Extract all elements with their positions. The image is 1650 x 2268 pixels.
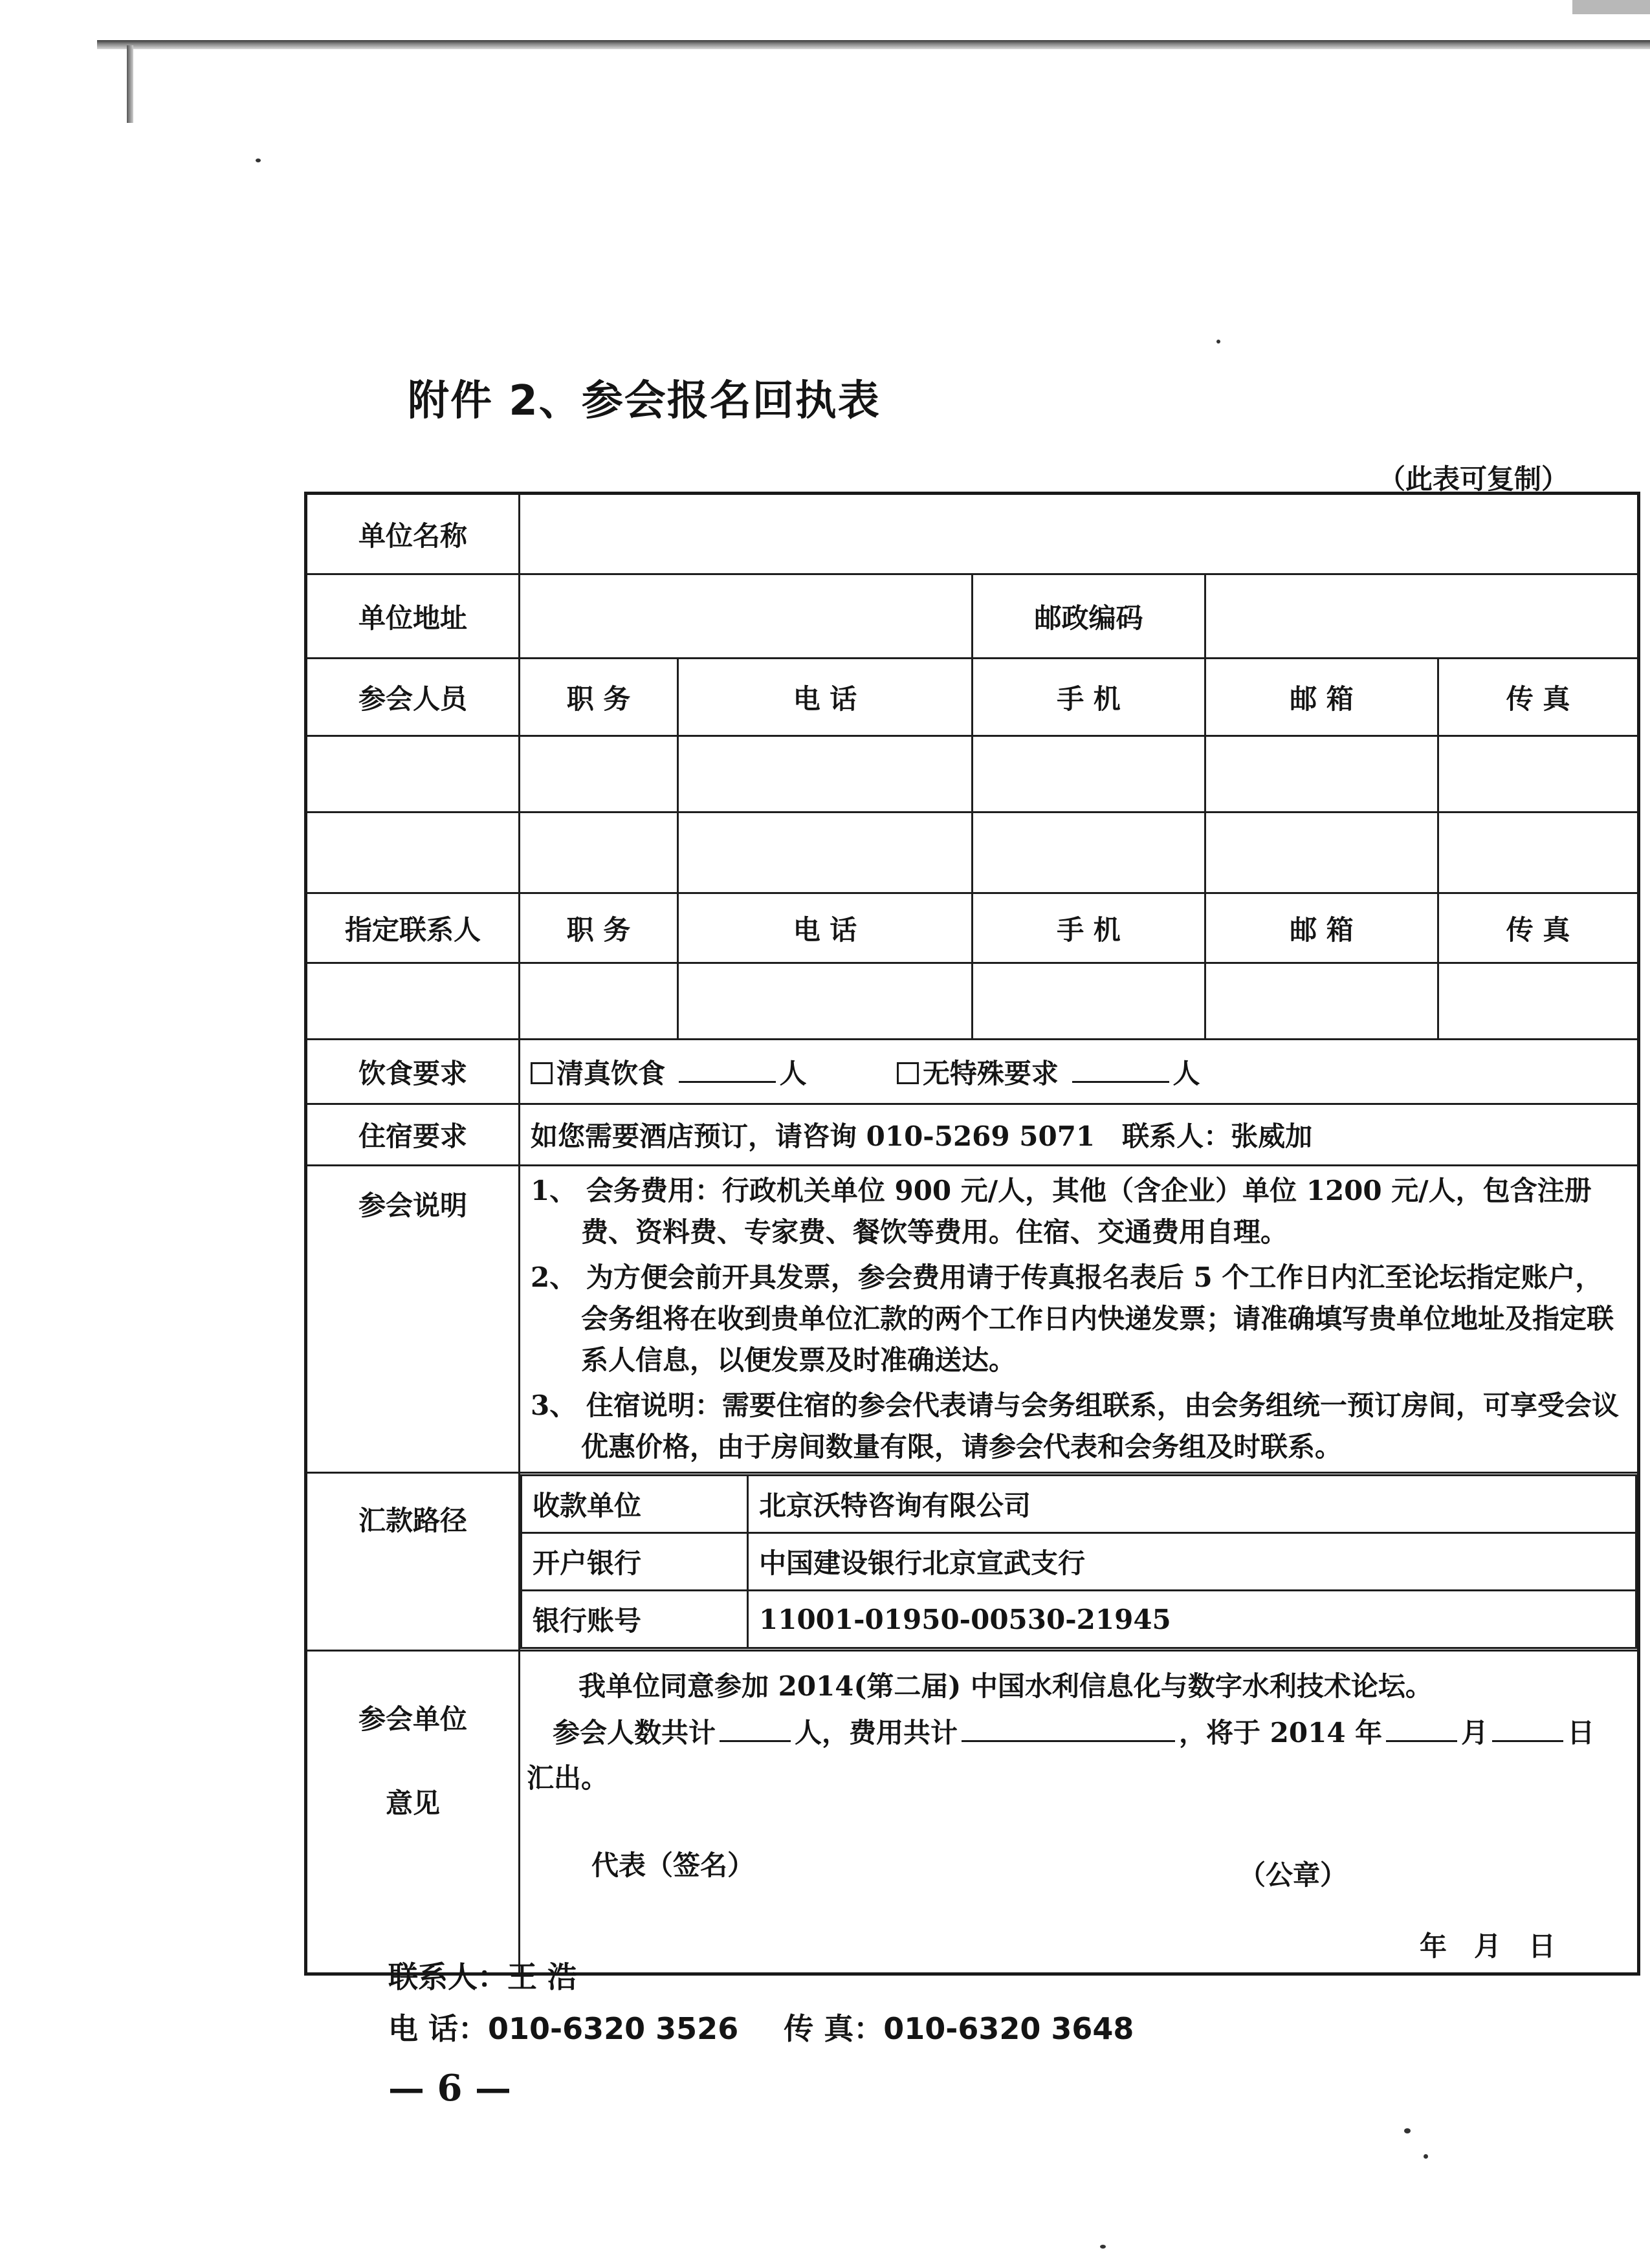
lodging-label: 住宿要求 — [306, 1104, 520, 1166]
attendee-fax-cell[interactable] — [1438, 736, 1639, 812]
headcount-text: 参会人数共计 — [553, 1717, 716, 1749]
contact-person-label: 指定联系人 — [306, 893, 520, 963]
opinion-label — [306, 1651, 520, 1974]
halal-checkbox[interactable] — [531, 1062, 553, 1084]
footer-phone-fax — [388, 2005, 1179, 2048]
halal-person-unit: 人 — [779, 1057, 807, 1089]
no-special-label: 无特殊要求 — [922, 1057, 1059, 1089]
attendee-mobile-cell[interactable] — [973, 812, 1205, 893]
col-position-header: 职 务 — [520, 659, 678, 736]
attendee-position-cell[interactable] — [520, 812, 678, 893]
scan-speck — [1100, 2245, 1106, 2249]
remit-label: 汇款路径 — [306, 1473, 520, 1651]
attendees-label: 参会人员 — [306, 659, 520, 736]
halal-count-field[interactable] — [679, 1062, 776, 1083]
remit-table — [520, 1474, 1637, 1649]
footer-phone: 电 话：010-6320 3526 — [388, 2011, 739, 2046]
remit-row-value: 11001-01950-00530-21945 — [748, 1591, 1636, 1648]
representative-signature[interactable]: 代表（签名） — [591, 1849, 755, 1881]
attendee-row — [306, 812, 1639, 893]
scan-edge-top — [97, 40, 1650, 49]
contact-position-cell[interactable] — [520, 963, 678, 1040]
day-text: 日 — [1567, 1717, 1595, 1749]
remit-row-value: 北京沃特咨询有限公司 — [748, 1476, 1636, 1533]
remit-row-value: 中国建设银行北京宣武支行 — [748, 1533, 1636, 1591]
contact-position-header: 职 务 — [520, 893, 678, 963]
opinion-label-line2: 意见 — [385, 1787, 440, 1819]
remit-row — [522, 1591, 1636, 1648]
contact-phone-cell[interactable] — [678, 963, 973, 1040]
opinion-label-line1: 参会单位 — [358, 1703, 467, 1735]
remit-row — [522, 1476, 1636, 1533]
contact-email-cell[interactable] — [1205, 963, 1438, 1040]
contact-mobile-cell[interactable] — [973, 963, 1205, 1040]
footer-contact: 联系人：王 浩 — [388, 1959, 578, 1994]
attendee-position-cell[interactable] — [520, 736, 678, 812]
notes-content — [520, 1166, 1639, 1473]
col-phone-header: 电 话 — [678, 659, 973, 736]
remit-row-label: 收款单位 — [522, 1476, 748, 1533]
attendee-phone-cell[interactable] — [678, 736, 973, 812]
no-special-person-unit: 人 — [1172, 1057, 1200, 1089]
halal-label: 清真饮食 — [556, 1057, 666, 1089]
page-number: — 6 — — [388, 2067, 511, 2110]
copy-note: （此表可复制） — [1378, 463, 1569, 495]
unit-name-field[interactable] — [520, 494, 1639, 574]
attendee-mobile-cell[interactable] — [973, 736, 1205, 812]
remit-details — [520, 1473, 1639, 1651]
contact-fax-header: 传 真 — [1438, 893, 1639, 963]
col-mobile-header: 手 机 — [973, 659, 1205, 736]
date-line: 年 月 日 — [1420, 1930, 1556, 1962]
attendee-name-cell[interactable] — [306, 736, 520, 812]
contact-name-cell[interactable] — [306, 963, 520, 1040]
note-item: 2、 为方便会前开具发票，参会费用请于传真报名表后 5 个工作日内汇至论坛指定账户，会务组将在收到贵单位汇款的两个工作日内快递发票；请准确填写贵单位地址及指定联系人信息，以便发票及时准确送达。 — [531, 1261, 1614, 1376]
headcount-field[interactable] — [720, 1721, 791, 1742]
diet-options — [520, 1040, 1639, 1104]
attendee-name-cell[interactable] — [306, 812, 520, 893]
contact-fax-cell[interactable] — [1438, 963, 1639, 1040]
fee-field[interactable] — [962, 1721, 1175, 1742]
attendee-phone-cell[interactable] — [678, 812, 973, 893]
scan-speck — [1404, 2128, 1411, 2133]
scan-edge-left — [127, 45, 133, 123]
attendee-fax-cell[interactable] — [1438, 812, 1639, 893]
opinion-content — [520, 1651, 1639, 1974]
scan-speck — [1216, 340, 1220, 343]
col-fax-header: 传 真 — [1438, 659, 1639, 736]
no-special-count-field[interactable] — [1072, 1062, 1169, 1083]
attendee-row — [306, 736, 1639, 812]
notes-label: 参会说明 — [306, 1166, 520, 1473]
opinion-remit-text: 汇出。 — [527, 1762, 609, 1794]
contact-email-header: 邮 箱 — [1205, 893, 1438, 963]
scan-speck — [1424, 2154, 1428, 2159]
lodging-text: 如您需要酒店预订，请咨询 010-5269 5071 联系人：张威加 — [520, 1104, 1639, 1166]
contact-row — [306, 963, 1639, 1040]
contact-mobile-header: 手 机 — [973, 893, 1205, 963]
year-text: ，将于 2014 年 — [1179, 1717, 1383, 1749]
attendee-email-cell[interactable] — [1205, 812, 1438, 893]
official-seal: （公章） — [1238, 1859, 1348, 1891]
remit-row-label: 开户银行 — [522, 1533, 748, 1591]
note-item: 3、 住宿说明：需要住宿的参会代表请与会务组联系，由会务组统一预订房间，可享受会议优惠价格，由于房间数量有限，请参会代表和会务组及时联系。 — [531, 1390, 1619, 1463]
remit-row-label: 银行账号 — [522, 1591, 748, 1648]
page-title: 附件 2、参会报名回执表 — [408, 377, 881, 425]
postal-code-field[interactable] — [1205, 574, 1639, 659]
day-field[interactable] — [1492, 1721, 1563, 1742]
postal-code-label: 邮政编码 — [973, 574, 1205, 659]
registration-form — [304, 492, 1640, 1976]
unit-name-label: 单位名称 — [306, 494, 520, 574]
month-text: 月 — [1461, 1717, 1489, 1749]
attendee-email-cell[interactable] — [1205, 736, 1438, 812]
unit-address-field[interactable] — [520, 574, 973, 659]
opinion-amount-line — [553, 1712, 1594, 1750]
remit-row — [522, 1533, 1636, 1591]
col-email-header: 邮 箱 — [1205, 659, 1438, 736]
unit-address-label: 单位地址 — [306, 574, 520, 659]
month-field[interactable] — [1386, 1721, 1457, 1742]
scan-corner — [1572, 0, 1650, 14]
contact-phone-header: 电 话 — [678, 893, 973, 963]
footer-fax: 传 真：010-6320 3648 — [784, 2011, 1134, 2046]
scan-speck — [256, 158, 261, 162]
no-special-checkbox[interactable] — [897, 1062, 919, 1084]
note-item: 1、 会务费用：行政机关单位 900 元/人，其他（含企业）单位 1200 元/人，包含注册费、资料费、专家费、餐饮等费用。住宿、交通费用自理。 — [531, 1175, 1592, 1248]
opinion-statement: 我单位同意参加 2014(第二届) 中国水利信息化与数字水利技术论坛。 — [578, 1670, 1433, 1702]
diet-label: 饮食要求 — [306, 1040, 520, 1104]
fee-text: 人，费用共计 — [795, 1717, 958, 1749]
